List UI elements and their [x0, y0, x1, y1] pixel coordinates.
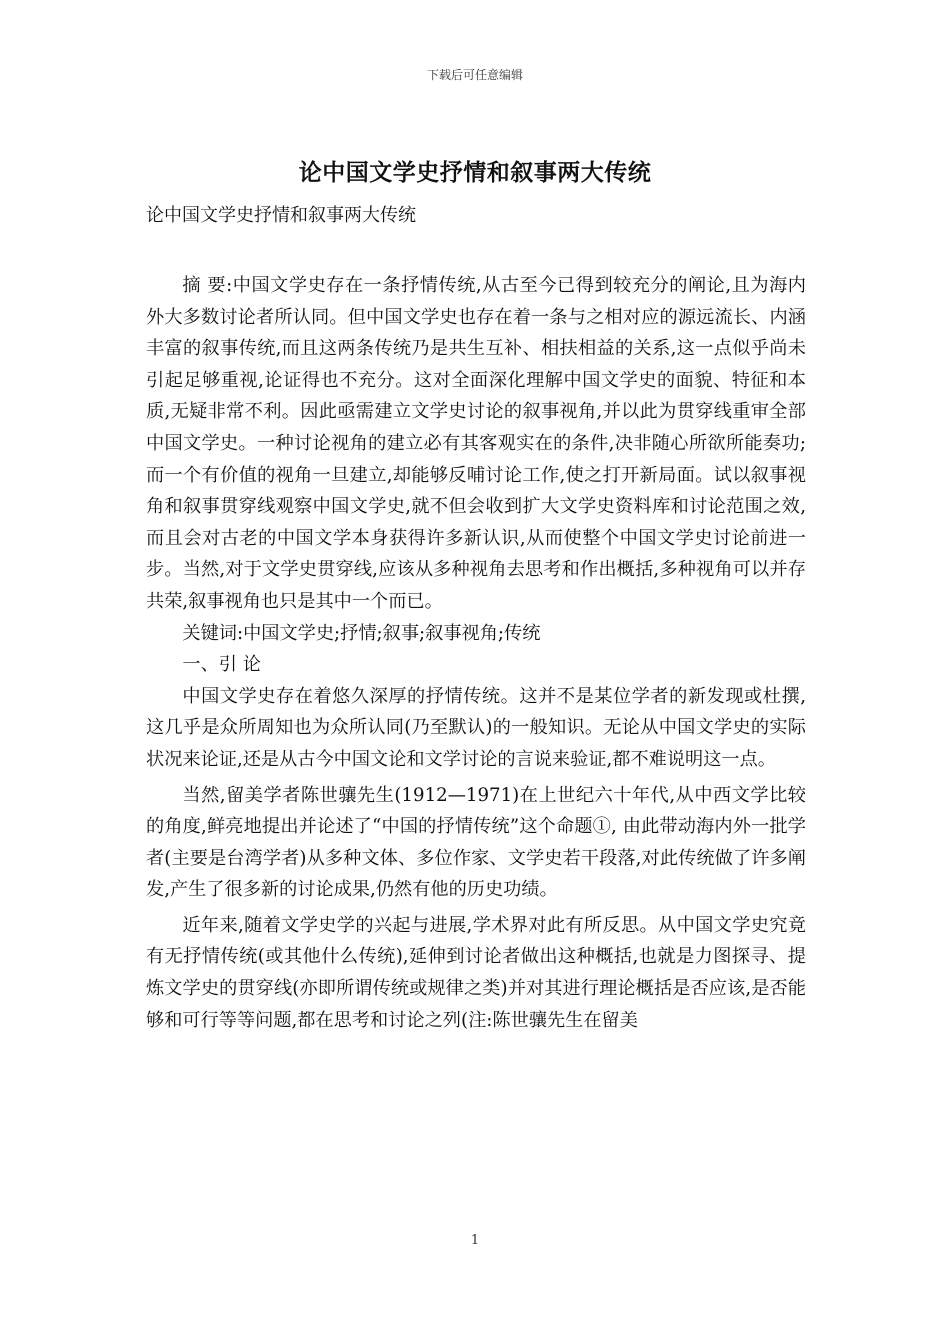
document-title: 论中国文学史抒情和叙事两大传统	[298, 159, 652, 186]
header-note: 下载后可任意编辑	[426, 68, 523, 82]
abstract-paragraph: 摘 要:中国文学史存在一条抒情传统,从古至今已得到较充分的阐论,且为海内外大多数讨论者所认同。但中国文学史也存在着一条与之相对应的源远流长、内涵丰富的叙事传统,而且这两条传统乃是共生互补、相扶相益的关系,这一点似乎尚未引起足够重视,论证得也不充分。这对全面深化理解中国文学史的面貌、特征和本质,无疑非常不利。因此亟需建立文学史讨论的叙事视角,并以此为贯穿线重审全部中国文学史。一种讨论视角的建立必有其客观实在的条件,决非随心所欲所能奏功;而一个有价值的视角一旦建立,却能够反哺讨论工作,使之打开新局面。试以叙事视角和叙事贯穿线观察中国文学史,就不但会收到扩大文学史资料库和讨论范围之效,而且会对古老的中国文学本身获得许多新认识,从而使整个中国文学史讨论前进一步。当然,对于文学史贯穿线,应该从多种视角去思考和作出概括,多种视角可以并存共荣,叙事视角也只是其中一个而已。	[146, 275, 806, 612]
document-subtitle: 论中国文学史抒情和叙事两大传统	[146, 205, 416, 226]
body-paragraph-1: 中国文学史存在着悠久深厚的抒情传统。这并不是某位学者的新发现或杜撰,这几乎是众所周知也为众所认同(乃至默认)的一般知识。无论从中国文学史的实际状况来论证,还是从古今中国文论和文学讨论的言说来验证,都不难说明这一点。	[146, 685, 806, 770]
section-heading: 一、引 论	[182, 654, 261, 676]
page-number: 1	[470, 1233, 480, 1248]
document-body	[146, 270, 806, 1036]
body-paragraph-2: 当然,留美学者陈世骧先生(1912—1971)在上世纪六十年代,从中西文学比较的角度,鲜亮地提出并论述了“中国的抒情传统”这个命题①, 由此带动海内外一批学者(主要是台湾学者)从多种文体、多位作家、文学史若干段落,对此传统做了许多阐发,产生了很多新的讨论成果,仍然有他的历史功绩。	[146, 784, 806, 901]
body-paragraph-3: 近年来,随着文学史学的兴起与进展,学术界对此有所反思。从中国文学史究竟有无抒情传统(或其他什么传统),延伸到讨论者做出这种概括,也就是力图探寻、提炼文学史的贯穿线(亦即所谓传统或规律之类)并对其进行理论概括是否应该,是否能够和可行等等问题,都在思考和讨论之列(注:陈世骧先生在留美	[146, 914, 806, 1031]
keywords-line: 关键词:中国文学史;抒情;叙事;叙事视角;传统	[182, 622, 541, 644]
